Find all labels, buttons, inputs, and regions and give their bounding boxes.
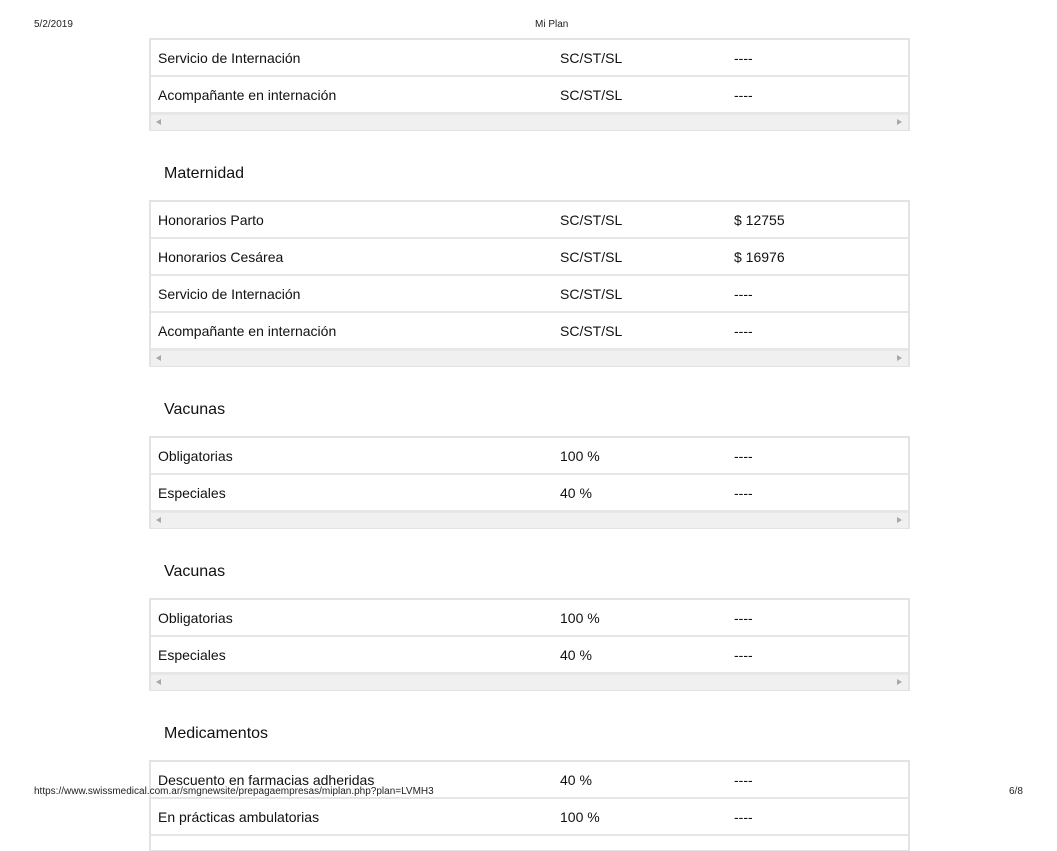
- benefit-name: Especiales: [158, 646, 226, 663]
- benefit-value: $ 16976: [734, 248, 785, 265]
- horizontal-scrollbar[interactable]: [151, 114, 908, 130]
- section-title-maternidad: Maternidad: [164, 165, 245, 182]
- benefit-coverage: 100 %: [560, 609, 600, 626]
- benefit-name: Servicio de Internación: [158, 49, 301, 66]
- vacunas-table: [149, 598, 910, 691]
- benefit-value: ----: [734, 285, 753, 302]
- benefit-name: Obligatorias: [158, 447, 233, 464]
- table-row-cut-off: [151, 836, 908, 850]
- maternidad-table: [149, 200, 910, 367]
- benefit-coverage: SC/ST/SL: [560, 49, 623, 66]
- scroll-right-arrow-icon[interactable]: [897, 355, 902, 361]
- table-row: [151, 239, 908, 276]
- benefit-coverage: SC/ST/SL: [560, 86, 623, 103]
- horizontal-scrollbar[interactable]: [151, 350, 908, 366]
- table-row: [151, 600, 908, 637]
- benefit-coverage: SC/ST/SL: [560, 322, 623, 339]
- table-row: [151, 799, 908, 836]
- benefit-name: Acompañante en internación: [158, 86, 337, 103]
- section-title-medicamentos: Medicamentos: [164, 725, 269, 742]
- table-row: [151, 637, 908, 674]
- benefit-value: ----: [734, 609, 753, 626]
- benefit-value: $ 12755: [734, 211, 785, 228]
- benefit-coverage: SC/ST/SL: [560, 248, 623, 265]
- benefit-coverage: 40 %: [560, 646, 592, 663]
- table-row: [151, 475, 908, 512]
- scroll-right-arrow-icon[interactable]: [897, 679, 902, 685]
- benefit-coverage: 100 %: [560, 808, 600, 825]
- benefit-coverage: 100 %: [560, 447, 600, 464]
- benefit-name: Descuento en farmacias adheridas: [158, 771, 375, 788]
- footer-url: https://www.swissmedical.com.ar/smgnewsite/prepagaempresas/miplan.php?plan=LVMH3: [34, 786, 434, 797]
- page-title: Mi Plan: [535, 19, 569, 30]
- benefit-value: ----: [734, 771, 753, 788]
- scroll-left-arrow-icon[interactable]: [156, 517, 161, 523]
- internacion-table: [149, 38, 910, 131]
- benefit-name: En prácticas ambulatorias: [158, 808, 320, 825]
- benefit-name: Servicio de Internación: [158, 285, 301, 302]
- benefit-name: Honorarios Cesárea: [158, 248, 284, 265]
- table-row: [151, 313, 908, 350]
- benefit-coverage: SC/ST/SL: [560, 211, 623, 228]
- section-title-vacunas: Vacunas: [164, 563, 226, 580]
- benefit-value: ----: [734, 322, 753, 339]
- print-date: 5/2/2019: [34, 19, 73, 30]
- vacunas-table: [149, 436, 910, 529]
- benefit-coverage: 40 %: [560, 771, 592, 788]
- scroll-left-arrow-icon[interactable]: [156, 679, 161, 685]
- scroll-left-arrow-icon[interactable]: [156, 119, 161, 125]
- benefit-value: ----: [734, 86, 753, 103]
- benefit-value: ----: [734, 484, 753, 501]
- table-row: [151, 276, 908, 313]
- table-row: [151, 40, 908, 77]
- section-title-vacunas: Vacunas: [164, 401, 226, 418]
- benefit-name: Especiales: [158, 484, 226, 501]
- benefit-value: ----: [734, 49, 753, 66]
- medicamentos-table: [149, 760, 910, 851]
- benefit-value: ----: [734, 646, 753, 663]
- benefit-value: ----: [734, 447, 753, 464]
- benefit-coverage: 40 %: [560, 484, 592, 501]
- scroll-left-arrow-icon[interactable]: [156, 355, 161, 361]
- horizontal-scrollbar[interactable]: [151, 674, 908, 690]
- benefit-name: Honorarios Parto: [158, 211, 264, 228]
- benefit-value: ----: [734, 808, 753, 825]
- table-row: [151, 438, 908, 475]
- scroll-right-arrow-icon[interactable]: [897, 517, 902, 523]
- scroll-right-arrow-icon[interactable]: [897, 119, 902, 125]
- page-number: 6/8: [1009, 786, 1023, 797]
- benefit-name: Acompañante en internación: [158, 322, 337, 339]
- horizontal-scrollbar[interactable]: [151, 512, 908, 528]
- table-row: [151, 77, 908, 114]
- benefit-coverage: SC/ST/SL: [560, 285, 623, 302]
- table-row: [151, 202, 908, 239]
- benefit-name: Obligatorias: [158, 609, 233, 626]
